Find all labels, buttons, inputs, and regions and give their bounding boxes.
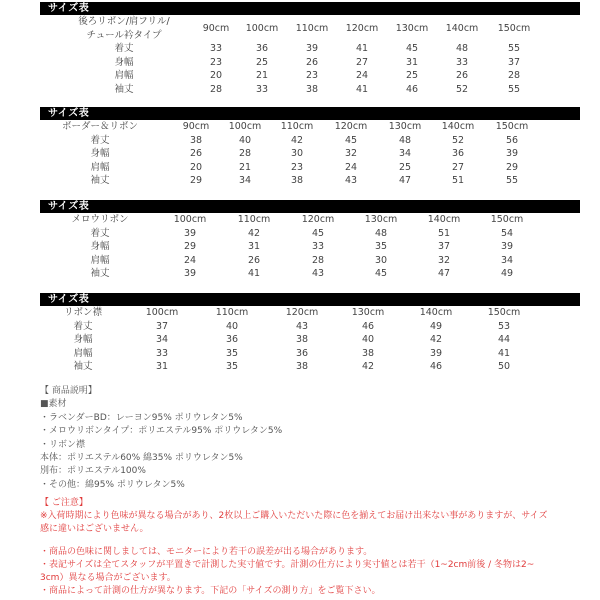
size-col: 130cm [395,23,429,34]
size-col: 140cm [445,23,479,34]
size-col: 110cm [295,23,329,34]
size-header-row [40,15,580,42]
size-table-3 [40,200,580,281]
product-type-label: 後ろリボン/肩フリル/ チュール衿タイプ [78,16,170,41]
product-type-label: メロウリボン [71,214,129,225]
size-header-row: リボン襟 100cm 110cm 120cm 130cm 140cm 150cm [63,307,521,318]
size-table-title: サイズ表 [40,107,580,120]
table-row: 袖丈 29 34 38 43 47 51 55 [90,175,519,186]
notice-text: ・表記サイズは全てスタッフが平置きで計測した実寸値です。計測の仕方により実寸値とは若干（1~2cm前後 / 冬物は2~ [40,559,535,570]
table-row: 着丈 37 40 43 46 49 53 [73,320,511,332]
notice-text: ・商品の色味に関しましては、モニターにより若干の誤差が出る場合があります。 [40,546,373,557]
material-heading: ■素材 [40,399,67,410]
table-row: 肩幅 24 26 28 30 32 34 [90,254,514,266]
size-header-row: ボーダー＆リボン 90cm 100cm 110cm 120cm 130cm 140cm 150cm [61,121,529,132]
size-header-row: メロウリボン 100cm 110cm 120cm 130cm 140cm 150cm [71,214,524,225]
material-line: ・リボン襟 [40,439,86,450]
product-description [40,385,580,492]
table-row: 身幅 29 31 33 35 37 39 [90,241,514,252]
table-row: 身幅 23 25 26 27 31 33 37 [114,56,521,68]
notice-text: ・商品によって計測の仕方が異なります。下記の「サイズの測り方」をご覧下さい。 [40,586,381,597]
size-table-2 [40,107,580,188]
size-col: 150cm [497,23,531,34]
product-type-label: リボン襟 [63,307,103,318]
material-line: ・その他：綿95% ポリウレタン5% [40,479,185,490]
notice-text: 3cm）異なる場合がございます。 [40,573,176,584]
size-table-1 [40,2,580,96]
size-col: 100cm [245,23,279,34]
description-heading: 【 商品説明】 [40,386,97,396]
table-row: 袖丈 39 41 43 45 47 49 [90,268,514,279]
size-table-title: サイズ表 [40,293,580,306]
table-row: 肩幅 33 35 36 38 39 41 [73,347,511,359]
material-line: ・メロウリボンタイプ：ポリエステル95% ポリウレタン5% [40,426,283,437]
table-row: 着丈 33 36 39 41 45 48 55 [114,43,521,54]
material-line: 別布：ポリエステル100% [40,466,146,477]
material-line: 本体：ポリエステル60% 綿35% ポリウレタン5% [40,453,243,464]
size-table-title: サイズ表 [40,2,580,15]
table-row: 身幅 34 36 38 40 42 44 [73,334,511,345]
table-row: 肩幅 20 21 23 24 25 27 29 [90,161,519,173]
size-table-title: サイズ表 [40,200,580,213]
table-row: 身幅 26 28 30 32 34 36 39 [90,148,519,159]
size-col: 90cm [202,23,230,34]
table-row: 肩幅 20 21 23 24 25 26 28 [114,70,521,81]
table-row: 着丈 38 40 42 45 48 52 56 [90,134,519,146]
table-row: 着丈 39 42 45 48 51 54 [90,227,514,239]
notice-text: 感に違いはございません。 [40,524,149,535]
notice-text: ※入荷時期により色味が異なる場合があり、2枚以上ご購入いただいた際に色を揃えてお届け出来ない事がありますが、サイズ [40,511,548,522]
size-col: 120cm [345,23,379,34]
product-type-label: ボーダー＆リボン [61,121,139,132]
table-row: 袖丈 31 35 38 42 46 50 [73,361,511,372]
size-table-4 [40,293,580,374]
notice-section [40,497,560,598]
material-line: ・ラベンダーBD：レーヨン95% ポリウレタン5% [40,412,243,423]
notice-heading: 【 ご注意】 [40,498,88,508]
table-row: 袖丈 28 33 38 41 46 52 55 [114,83,521,95]
